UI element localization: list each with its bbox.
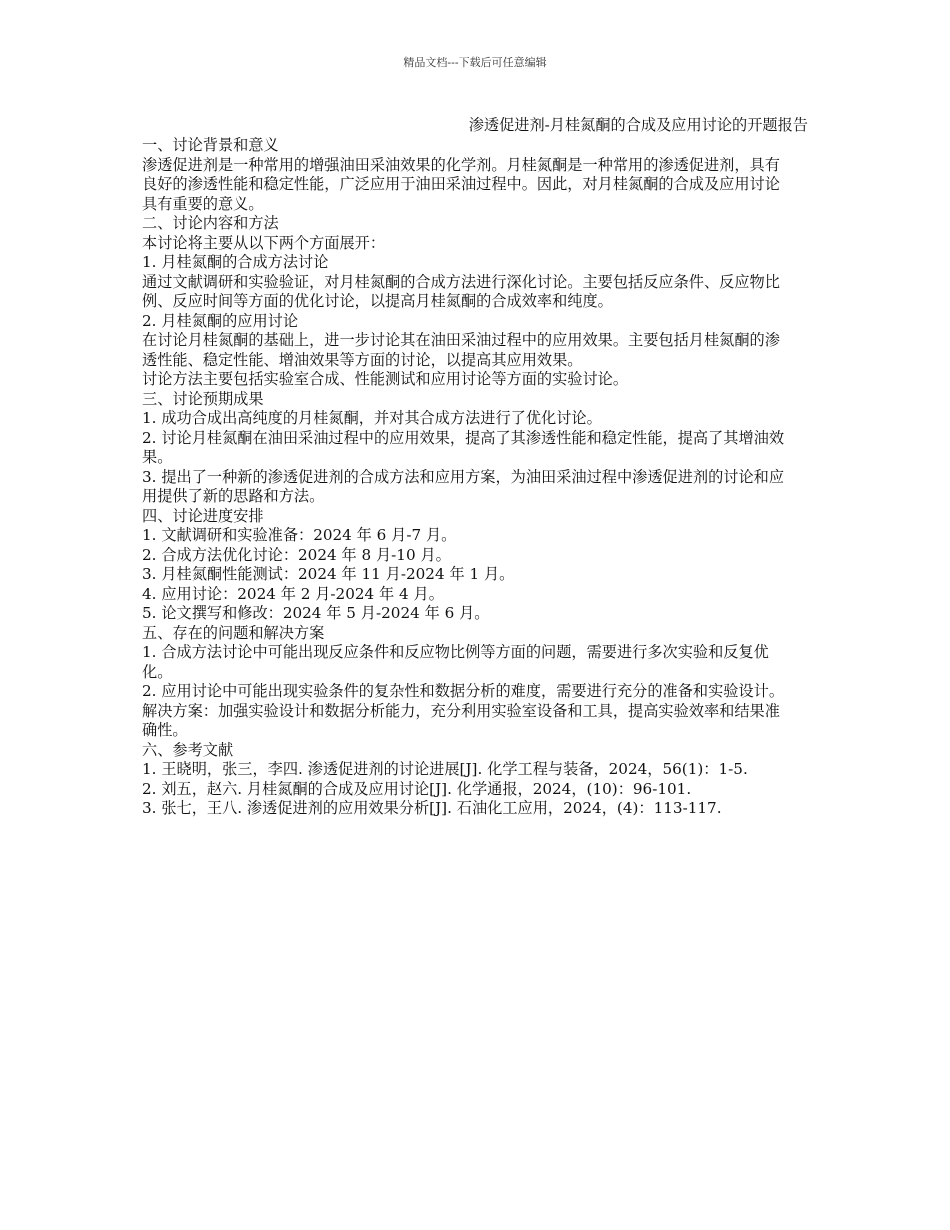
section-heading: 六、参考文献 (142, 740, 234, 759)
section-heading: 四、讨论进度安排 (142, 506, 264, 525)
list-item: 2. 应用讨论中可能出现实验条件的复杂性和数据分析的难度，需要进行充分的准备和实验设计。 (142, 682, 785, 700)
subsection-heading: 1. 月桂氮酮的合成方法讨论 (142, 253, 329, 271)
list-item: 3. 月桂氮酮性能测试：2024 年 11 月-2024 年 1 月。 (142, 565, 515, 583)
section-heading: 三、讨论预期成果 (142, 389, 264, 408)
reference-item: 3. 张七，王八. 渗透促进剂的应用效果分析[J]. 石油化工应用，2024，(4)：113-117. (142, 799, 722, 817)
section-heading: 二、讨论内容和方法 (142, 214, 279, 232)
reference-item: 2. 刘五，赵六. 月桂氮酮的合成及应用讨论[J]. 化学通报，2024，(10)：96-101. (142, 779, 692, 798)
list-item: 1. 文献调研和实验准备：2024 年 6 月-7 月。 (142, 526, 457, 544)
page-header-note: 精品文档---下载后可任意编辑 (403, 56, 547, 69)
list-item: 1. 成功合成出高纯度的月桂氮酮，并对其合成方法进行了优化讨论。 (142, 409, 602, 427)
paragraph: 本讨论将主要从以下两个方面展开： (142, 233, 385, 252)
paragraph: 解决方案：加强实验设计和数据分析能力，充分利用实验室设备和工具，提高实验效率和结果准确性。 (142, 701, 780, 739)
paragraph: 在讨论月桂氮酮的基础上，进一步讨论其在油田采油过程中的应用效果。主要包括月桂氮酮的渗透性能、稳定性能、增油效果等方面的讨论，以提高其应用效果。 (142, 331, 780, 369)
list-item: 4. 应用讨论：2024 年 2 月-2024 年 4 月。 (142, 584, 444, 603)
document-title: 渗透促进剂-月桂氮酮的合成及应用讨论的开题报告 (468, 116, 808, 134)
document-body (142, 114, 808, 819)
reference-item: 1. 王晓明，张三，李四. 渗透促进剂的讨论进展[J]. 化学工程与装备，2024，56(1)：1-5. (142, 760, 748, 778)
paragraph: 渗透促进剂是一种常用的增强油田采油效果的化学剂。月桂氮酮是一种常用的渗透促进剂，具有良好的渗透性能和稳定性能，广泛应用于油田采油过程中。因此，对月桂氮酮的合成及应用讨论具有重要的意义。 (142, 155, 780, 213)
list-item: 1. 合成方法讨论中可能出现反应条件和反应物比例等方面的问题，需要进行多次实验和反复优化。 (142, 643, 769, 681)
paragraph: 讨论方法主要包括实验室合成、性能测试和应用讨论等方面的实验讨论。 (142, 370, 628, 388)
list-item: 2. 讨论月桂氮酮在油田采油过程中的应用效果，提高了其渗透性能和稳定性能，提高了其增油效果。 (142, 428, 785, 466)
list-item: 5. 论文撰写和修改：2024 年 5 月-2024 年 6 月。 (142, 604, 490, 622)
paragraph: 通过文献调研和实验验证，对月桂氮酮的合成方法进行深化讨论。主要包括反应条件、反应物比例、反应时间等方面的优化讨论，以提高月桂氮酮的合成效率和纯度。 (142, 272, 780, 310)
list-item: 3. 提出了一种新的渗透促进剂的合成方法和应用方案，为油田采油过程中渗透促进剂的讨论和应用提供了新的思路和方法。 (142, 467, 785, 505)
section-heading: 五、存在的问题和解决方案 (142, 623, 325, 642)
list-item: 2. 合成方法优化讨论：2024 年 8 月-10 月。 (142, 545, 451, 564)
section-heading: 一、讨论背景和意义 (142, 136, 279, 154)
subsection-heading: 2. 月桂氮酮的应用讨论 (142, 311, 299, 330)
